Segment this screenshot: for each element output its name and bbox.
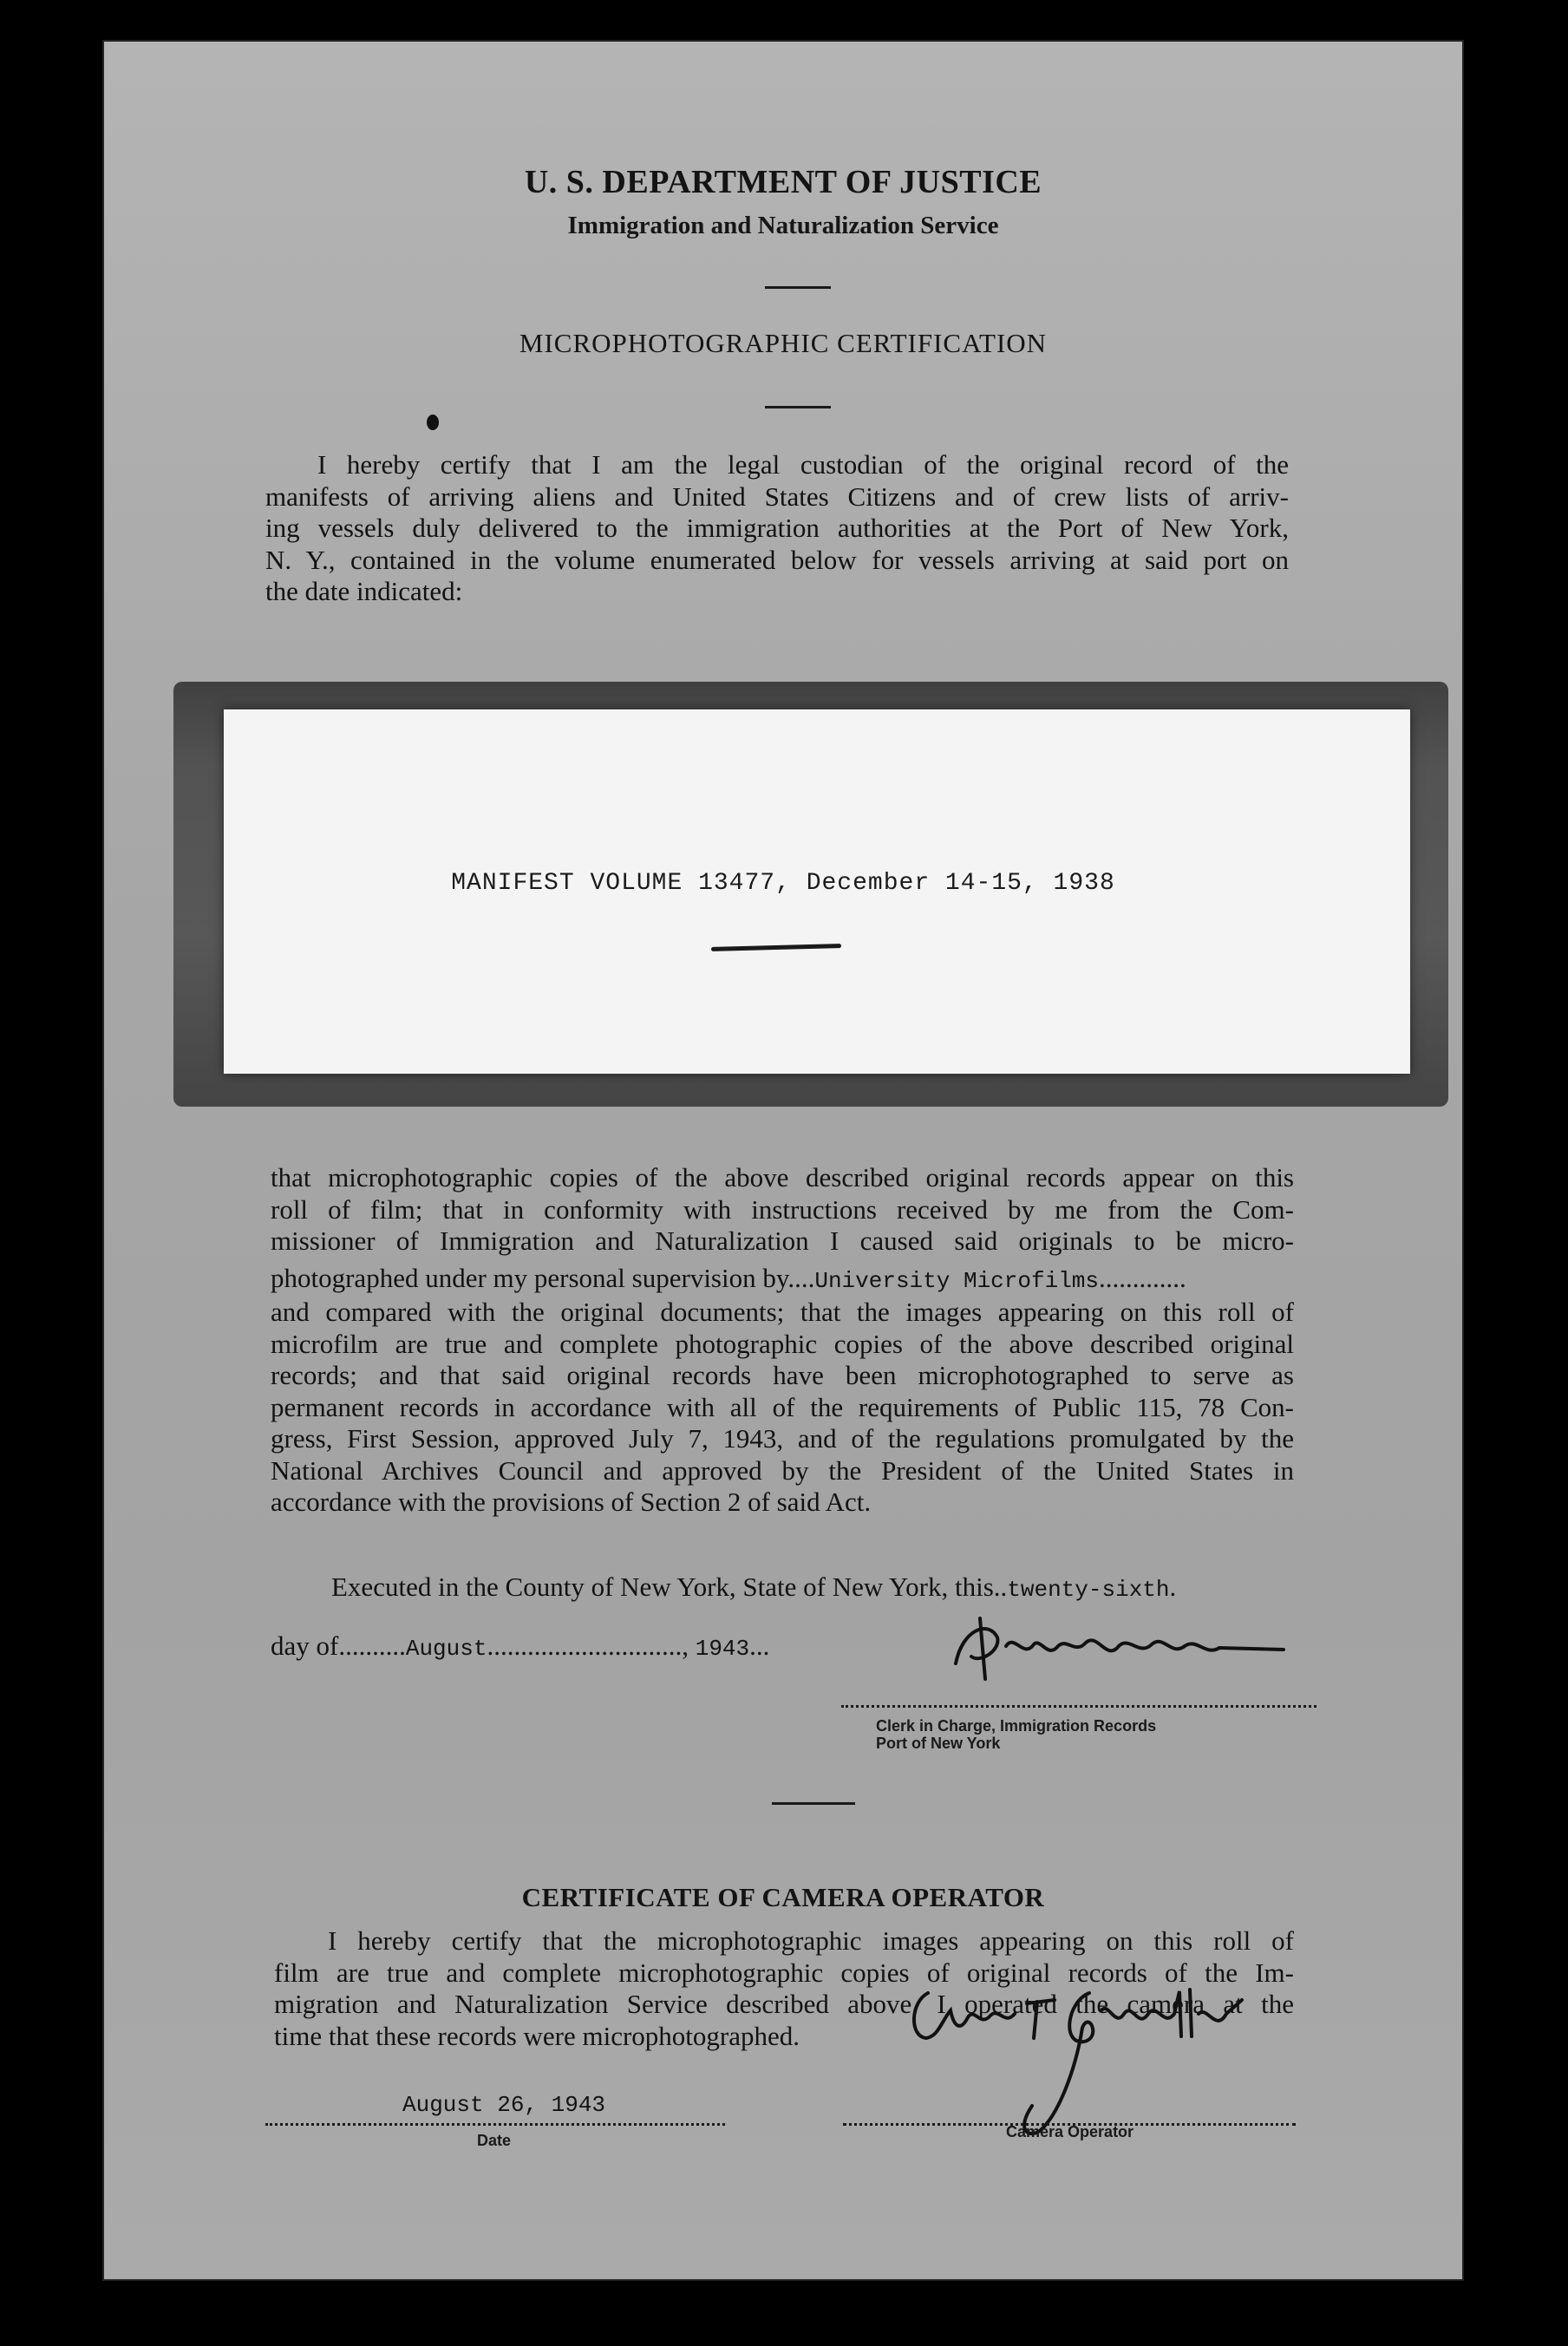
paragraph-line: gress, First Session, approved July 7, 1943, and of the regulations promulgated by the [271,1423,1294,1454]
operator-date-value: August 26, 1943 [402,2092,606,2118]
date-line [265,2123,725,2126]
date-of-execution-line: day of..........August............................., 1943... [271,1630,770,1662]
supervision-by-value: University Microfilms [814,1267,1099,1294]
paragraph-line: missioner of Immigration and Naturalization I caused said originals to be micro- [271,1225,1294,1256]
paragraph-line: I hereby certify that the microphotographic images appearing on this roll of [328,1925,1294,1956]
camera-certificate-title: CERTIFICATE OF CAMERA OPERATOR [521,1882,1045,1912]
paragraph-line: migration and Naturalization Service described above. I operated the camera at the [274,1989,1294,2019]
camera-operator-label: Camera Operator [1006,2123,1134,2140]
day-of-label: day of [271,1630,339,1661]
supervision-prefix: photographed under my personal supervision by [271,1262,788,1293]
certificate-page [104,42,1462,2279]
paragraph-line: manifests of arriving aliens and United States Citizens and of crew lists of arriv- [265,480,1289,512]
certification-title: MICROPHOTOGRAPHIC CERTIFICATION [519,328,1048,358]
clerk-title-line: Port of New York [876,1735,1001,1752]
paragraph-line: the date indicated: [265,576,463,606]
intro-paragraph [265,449,1289,608]
executed-prefix: Executed in the County of New York, State of New York, this [331,1572,994,1602]
paragraph-line: N. Y., contained in the volume enumerated below for vessels arriving at said port on [265,544,1289,575]
paragraph-line: I hereby certify that I am the legal custodian of the original record of the [317,449,1289,480]
service-subheading: Immigration and Naturalization Service [567,212,999,239]
paragraph-line: time that these records were microphotographed. [274,2020,800,2051]
divider-rule [772,1802,855,1805]
divider-rule [765,286,831,289]
year-value: 1943 [695,1636,750,1662]
manifest-volume-text: MANIFEST VOLUME 13477, December 14-15, 1938 [451,870,1115,897]
body-paragraph [271,1162,1294,1519]
supervision-line: photographed under my personal supervision by....University Microfilms............. [271,1262,1186,1294]
clerk-signature-line [841,1705,1316,1708]
paragraph-line: that microphotographic copies of the above described original records appear on this [271,1162,1294,1193]
execution-line: Executed in the County of New York, State of New York, this..twenty-sixth. [331,1572,1177,1603]
paragraph-line: and compared with the original documents; that the images appearing on this roll of [271,1297,1294,1327]
paragraph-line: records; and that said original records have been microphotographed to serve as [271,1360,1294,1390]
paragraph-line: permanent records in accordance with all of the requirements of Public 115, 78 Con- [271,1391,1294,1422]
paragraph-line: National Archives Council and approved by the President of the United States in [271,1454,1294,1486]
day-value: twenty-sixth [1007,1577,1170,1603]
paragraph-line: ing vessels duly delivered to the immigration authorities at the Port of New York, [265,513,1289,543]
paragraph-line: roll of film; that in conformity with instructions received by me from the Com- [271,1193,1294,1225]
clerk-title-line: Clerk in Charge, Immigration Records [876,1717,1157,1735]
department-heading: U. S. DEPARTMENT OF JUSTICE [524,164,1042,200]
date-label: Date [477,2132,512,2149]
divider-rule [765,406,831,408]
clerk-title [876,1717,1156,1752]
paragraph-line: accordance with the provisions of Section 2 of said Act. [271,1487,872,1517]
clerk-signature [937,1611,1284,1689]
paragraph-line: film are true and complete microphotographic copies of original records of the Im- [274,1957,1294,1988]
month-value: August [405,1636,487,1662]
paragraph-line: microfilm are true and complete photographic copies of the above described original [271,1328,1294,1359]
ink-dot [427,415,439,430]
